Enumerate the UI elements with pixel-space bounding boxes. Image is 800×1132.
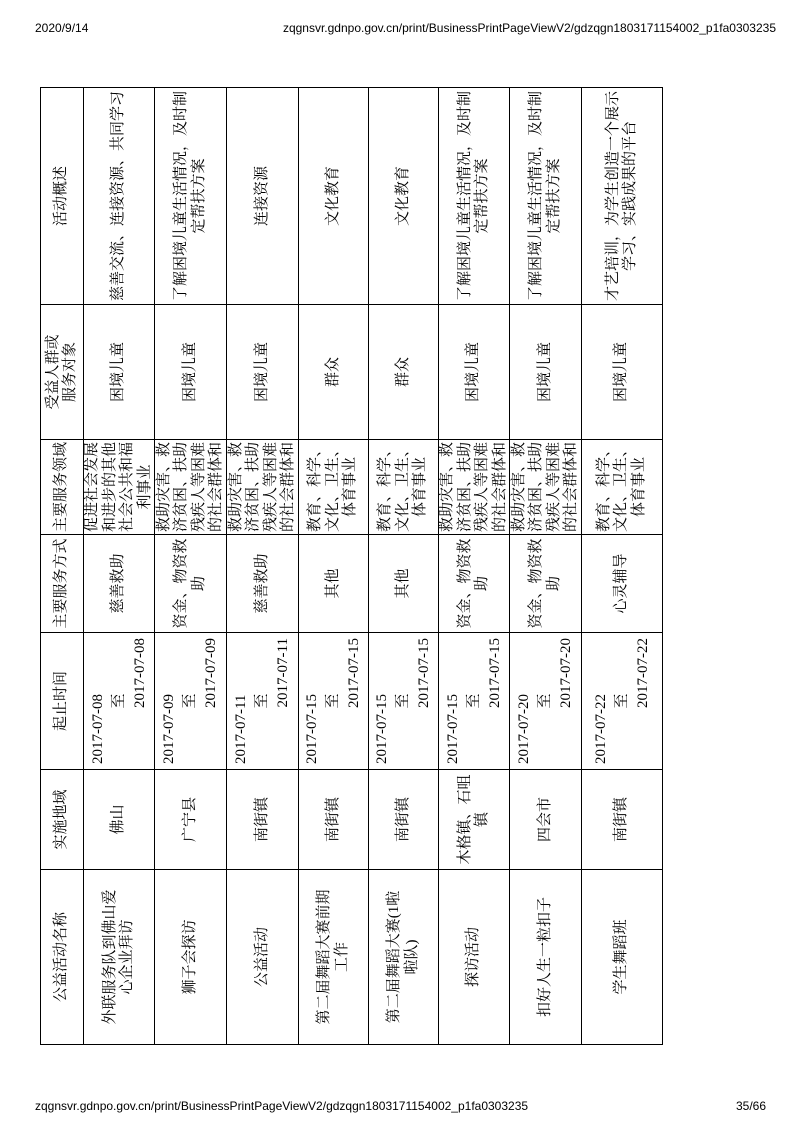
cell-beneficiary: 困境儿童 (439, 305, 510, 440)
cell-activity-name: 学生舞蹈班 (582, 870, 663, 1045)
cell-service-method: 慈善救助 (227, 535, 299, 633)
cell-summary: 文化教育 (299, 88, 369, 305)
date-start: 2017-07-15 (374, 694, 390, 764)
cell-service-field: 教育、科学、文化、卫生、体育事业 (369, 440, 439, 535)
date-start: 2017-07-08 (89, 694, 106, 764)
header-service-field: 主要服务领域 (41, 440, 84, 535)
date-separator: 至 (182, 693, 198, 709)
cell-summary: 才艺培训，为学生创造一个展示学习、实践成果的平台 (582, 88, 663, 305)
header-beneficiary: 受益人群或服务对象 (41, 305, 84, 440)
date-separator: 至 (613, 693, 630, 709)
cell-service-method: 资金、物资救助 (439, 535, 510, 633)
cell-beneficiary: 困境儿童 (155, 305, 227, 440)
date-end: 2017-07-20 (558, 638, 574, 708)
date-separator: 至 (395, 693, 411, 709)
table-row (84, 88, 155, 1045)
cell-service-method: 其他 (299, 535, 369, 633)
cell-service-field: 救助灾害、救济贫困、扶助残疾人等困难的社会群体和 (227, 440, 299, 535)
table-row (582, 88, 663, 1045)
cell-service-method: 资金、物资救助 (510, 535, 582, 633)
header-service-method: 主要服务方式 (41, 535, 84, 633)
date-end: 2017-07-22 (634, 638, 651, 708)
cell-beneficiary: 困境儿童 (84, 305, 155, 440)
cell-summary: 连接资源 (227, 88, 299, 305)
print-footer-url: zqgnsvr.gdnpo.gov.cn/print/BusinessPrintPageViewV2/gdzqgn1803171154002_p1fa0303235 (35, 1099, 529, 1113)
date-separator: 至 (537, 693, 553, 709)
cell-service-method: 心灵辅导 (582, 535, 663, 633)
cell-service-field: 救助灾害、救济贫困、扶助残疾人等困难的社会群体和 (510, 440, 582, 535)
cell-region: 南街镇 (582, 770, 663, 870)
table-body (84, 88, 663, 1045)
cell-dates (582, 633, 663, 770)
cell-beneficiary: 困境儿童 (227, 305, 299, 440)
date-end: 2017-07-15 (416, 638, 432, 708)
print-header-url: zqgnsvr.gdnpo.gov.cn/print/BusinessPrintPageViewV2/gdzqgn1803171154002_p1fa0303235 (282, 21, 776, 35)
cell-summary: 慈善交流、连接资源、共同学习 (84, 88, 155, 305)
cell-activity-name: 扣好人生一粒扣子 (510, 870, 582, 1045)
cell-dates (84, 633, 155, 770)
cell-region: 四会市 (510, 770, 582, 870)
date-end: 2017-07-08 (131, 638, 148, 708)
date-end: 2017-07-15 (486, 638, 503, 708)
cell-dates (439, 633, 510, 770)
activity-table (40, 87, 663, 1045)
cell-activity-name: 狮子会探访 (155, 870, 227, 1045)
date-start: 2017-07-20 (516, 694, 532, 764)
cell-beneficiary: 困境儿童 (510, 305, 582, 440)
cell-activity-name: 第二届舞蹈大赛前期工作 (299, 870, 369, 1045)
cell-region: 南街镇 (299, 770, 369, 870)
page-number: 35/66 (735, 1099, 766, 1113)
cell-dates (510, 633, 582, 770)
date-end: 2017-07-11 (275, 638, 291, 708)
table-row (510, 88, 582, 1045)
date-separator: 至 (325, 693, 341, 709)
activity-table-container (40, 88, 661, 1045)
cell-region: 广宁县 (155, 770, 227, 870)
cell-service-field: 救助灾害、救济贫困、扶助残疾人等困难的社会群体和 (155, 440, 227, 535)
cell-activity-name: 公益活动 (227, 870, 299, 1045)
table-header (41, 88, 84, 1045)
cell-activity-name: 外联服务队到佛山爱心企业拜访 (84, 870, 155, 1045)
header-summary: 活动概述 (41, 88, 84, 305)
table-row (227, 88, 299, 1045)
cell-region: 南街镇 (369, 770, 439, 870)
cell-region: 佛山 (84, 770, 155, 870)
cell-dates (299, 633, 369, 770)
date-separator: 至 (110, 693, 127, 709)
cell-summary: 了解困境儿童生活情况，及时制定帮扶方案 (439, 88, 510, 305)
date-start: 2017-07-11 (233, 694, 249, 764)
date-end: 2017-07-15 (346, 638, 362, 708)
cell-service-field: 促进社会发展和进步的其他社会公共和福利事业 (84, 440, 155, 535)
cell-activity-name: 第二届舞蹈大赛(1啦啦队) (369, 870, 439, 1045)
print-date: 2020/9/14 (35, 21, 89, 35)
cell-summary: 了解困境儿童生活情况，及时制定帮扶方案 (510, 88, 582, 305)
cell-region: 南街镇 (227, 770, 299, 870)
date-start: 2017-07-09 (161, 694, 177, 764)
date-start: 2017-07-15 (444, 694, 461, 764)
cell-summary: 文化教育 (369, 88, 439, 305)
table-row (155, 88, 227, 1045)
cell-beneficiary: 群众 (369, 305, 439, 440)
cell-service-field: 教育、科学、文化、卫生、体育事业 (299, 440, 369, 535)
date-start: 2017-07-15 (304, 694, 320, 764)
cell-service-method: 其他 (369, 535, 439, 633)
header-dates: 起止时间 (41, 633, 84, 770)
date-end: 2017-07-09 (203, 638, 219, 708)
cell-service-field: 救助灾害、救济贫困、扶助残疾人等困难的社会群体和 (439, 440, 510, 535)
table-row (299, 88, 369, 1045)
cell-beneficiary: 困境儿童 (582, 305, 663, 440)
date-separator: 至 (465, 693, 482, 709)
cell-beneficiary: 群众 (299, 305, 369, 440)
cell-service-field: 教育、科学、文化、卫生、体育事业 (582, 440, 663, 535)
header-row (41, 88, 84, 1045)
date-separator: 至 (254, 693, 270, 709)
header-activity-name: 公益活动名称 (41, 870, 84, 1045)
cell-service-method: 慈善救助 (84, 535, 155, 633)
cell-summary: 了解困境儿童生活情况，及时制定帮扶方案 (155, 88, 227, 305)
header-region: 实施地域 (41, 770, 84, 870)
cell-service-method: 资金、物资救助 (155, 535, 227, 633)
table-row (369, 88, 439, 1045)
cell-dates (227, 633, 299, 770)
cell-dates (369, 633, 439, 770)
table-row (439, 88, 510, 1045)
cell-dates (155, 633, 227, 770)
cell-activity-name: 探访活动 (439, 870, 510, 1045)
date-start: 2017-07-22 (592, 694, 609, 764)
cell-region: 木格镇、石咀镇 (439, 770, 510, 870)
